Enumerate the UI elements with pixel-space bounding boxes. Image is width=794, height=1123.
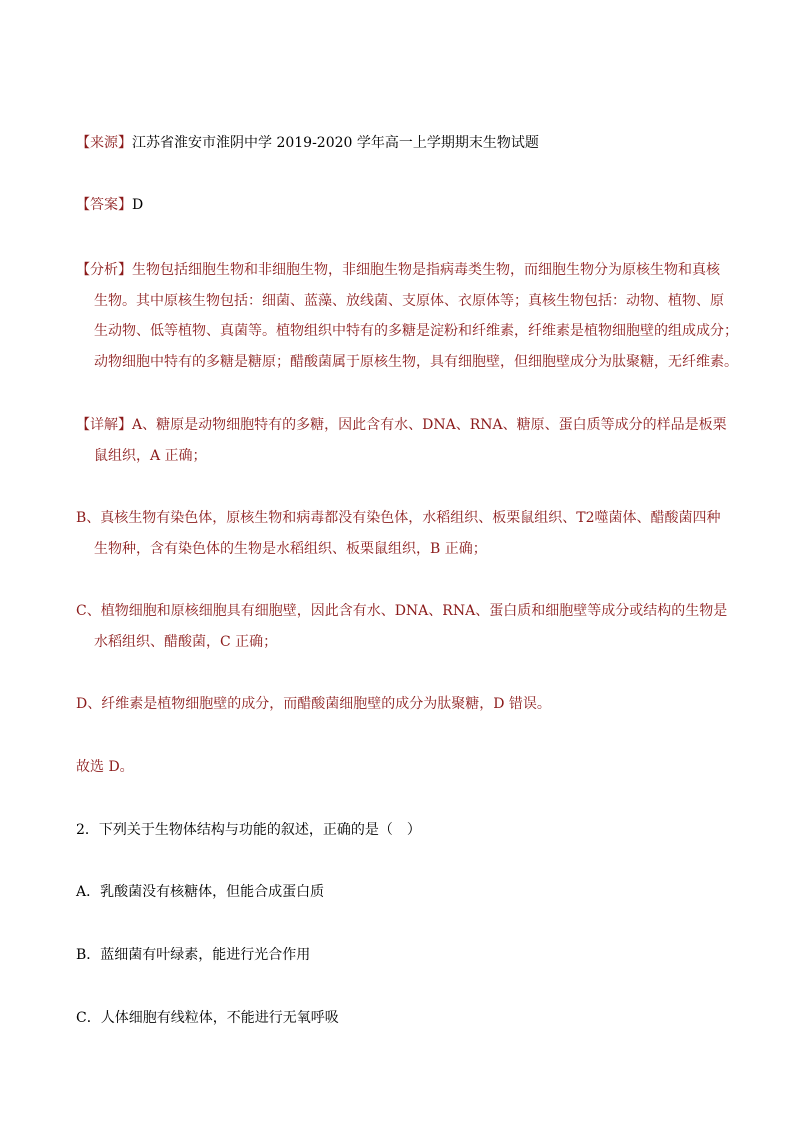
option-b-explain-line-2: 生物种，含有染色体的生物是水稻组织、板栗鼠组织，B 正确； <box>94 541 487 557</box>
analysis-text-1: 生物包括细胞生物和非细胞生物，非细胞生物是指病毒类生物，而细胞生物分为原核生物和真核 <box>132 262 720 278</box>
detail-tag: 【详解】 <box>76 417 132 433</box>
question-2-stem: 2．下列关于生物体结构与功能的叙述，正确的是（ ） <box>76 822 421 838</box>
question-2-option-c: C．人体细胞有线粒体，不能进行无氧呼吸 <box>76 1010 339 1026</box>
analysis-line-1 <box>76 260 720 280</box>
analysis-line-4: 动物细胞中特有的多糖是糖原；醋酸菌属于原核生物，具有细胞壁，但细胞壁成分为肽聚糖，无纤维素。 <box>94 354 738 370</box>
detail-line-2: 鼠组织，A 正确； <box>94 448 207 464</box>
detail-text-1: A、糖原是动物细胞特有的多糖，因此含有水、DNA、RNA、糖原、蛋白质等成分的样品是板栗 <box>132 417 727 433</box>
analysis-line-3: 生动物、低等植物、真菌等。植物组织中特有的多糖是淀粉和纤维素，纤维素是植物细胞壁的组成成分； <box>94 323 738 339</box>
answer-text: D <box>132 197 144 213</box>
source-text: 江苏省淮安市淮阴中学 2019-2020 学年高一上学期期末生物试题 <box>132 135 539 151</box>
source-line <box>76 133 539 153</box>
question-2-option-b: B．蓝细菌有叶绿素，能进行光合作用 <box>76 947 311 963</box>
source-tag: 【来源】 <box>76 135 132 151</box>
analysis-tag: 【分析】 <box>76 262 132 278</box>
analysis-line-2: 生物。其中原核生物包括：细菌、蓝藻、放线菌、支原体、衣原体等；真核生物包括：动物、植物、原 <box>94 293 724 309</box>
conclusion: 故选 D。 <box>76 759 134 775</box>
option-b-explain-line-1: B、真核生物有染色体，原核生物和病毒都没有染色体，水稻组织、板栗鼠组织、T2噬菌体、醋酸菌四种 <box>76 510 721 526</box>
option-c-explain-line-2: 水稻组织、醋酸菌，C 正确； <box>94 634 278 650</box>
option-d-explain: D、纤维素是植物细胞壁的成分，而醋酸菌细胞壁的成分为肽聚糖，D 错误。 <box>76 696 551 712</box>
detail-line-1 <box>76 415 727 435</box>
option-c-explain-line-1: C、植物细胞和原核细胞具有细胞壁，因此含有水、DNA、RNA、蛋白质和细胞壁等成分或结构的生物是 <box>76 603 728 619</box>
answer-tag: 【答案】 <box>76 197 132 213</box>
question-2-option-a: A．乳酸菌没有核糖体，但能合成蛋白质 <box>76 884 325 900</box>
answer-line <box>76 195 143 215</box>
